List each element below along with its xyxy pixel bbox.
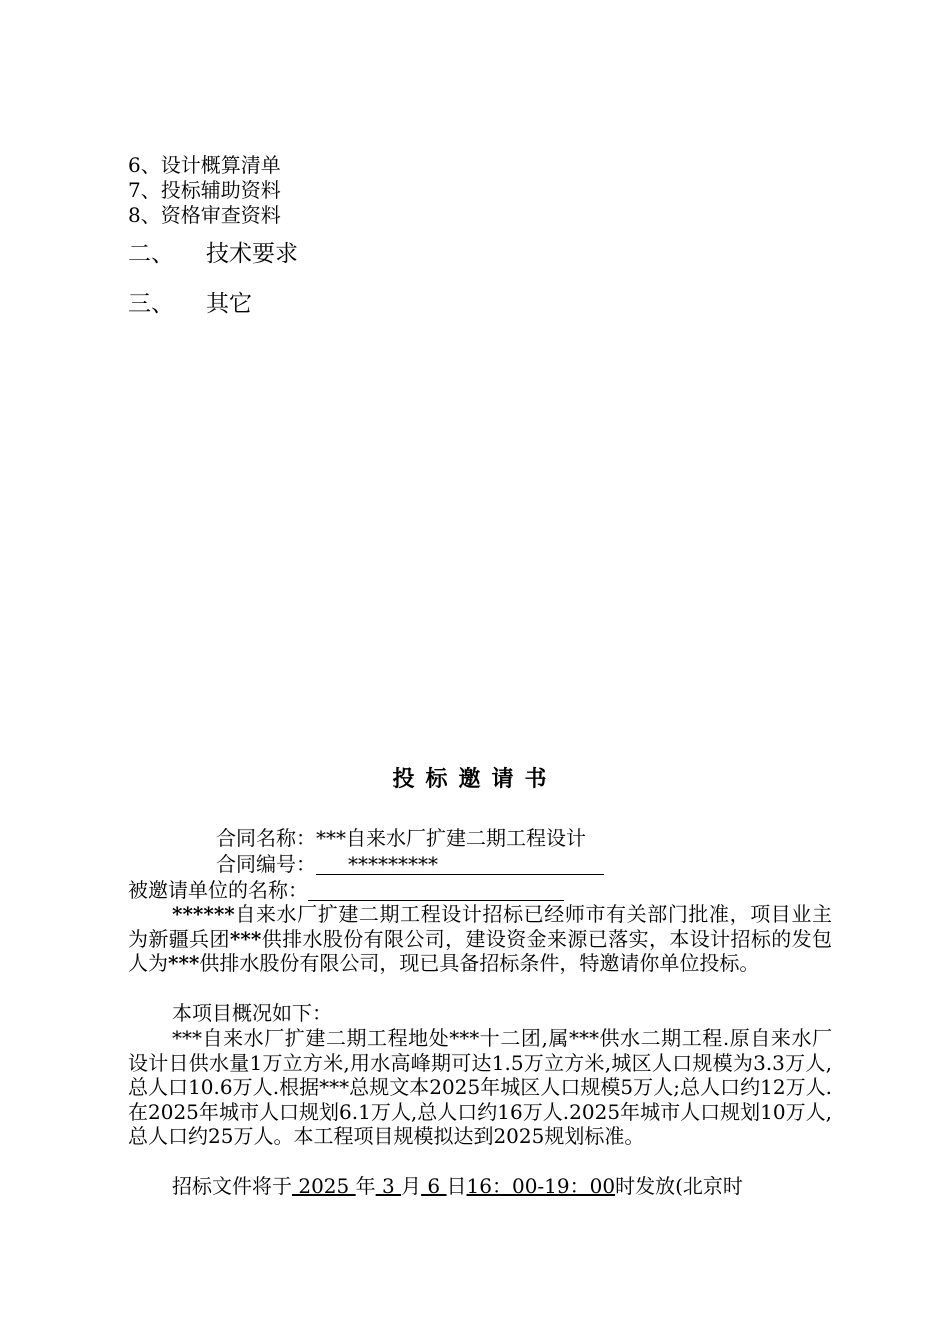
paragraph-tender-issue <box>128 1174 832 1199</box>
contract-number-row <box>216 852 604 876</box>
contract-number-label: 合同编号： <box>216 852 316 876</box>
paragraph-text: 供排水股份有限公司，建设资金来源已落实，本设计招标的发包人为 <box>128 926 833 975</box>
paragraph-intro <box>128 902 832 976</box>
invitee-row <box>128 878 564 902</box>
toc-item-8: 8、资格审查资料 <box>128 203 281 227</box>
paragraph-text: 时发放(北京时 <box>615 1174 743 1198</box>
paragraph-overview-heading: 本项目概况如下： <box>172 1001 332 1025</box>
contract-number-field <box>316 854 604 875</box>
paragraph-project-overview: ***自来水厂扩建二期工程地处***十二团,属***供水二期工程.原自来水厂设计日供水量1万立方米,用水高峰期可达1.5万立方米,城区人口规模为3.3万人,总人口10.6万人.根据***总规文本2025年城区人口规模5万人;总人口约12万人.在2025年城市人口规划6.1万人,总人口约16万人.2025年城市人口规划10万人,总人口约25万人。本工程项目规模拟达到2025规划标准。 <box>128 1026 832 1148</box>
section-label: 技术要求 <box>206 241 298 267</box>
paragraph-text: 供排水股份有限公司，现已具备招标条件，特邀请你单位投标。 <box>199 951 760 975</box>
bold-mask: ****** <box>172 902 235 926</box>
day-unit: 日 <box>446 1174 467 1198</box>
contract-name-value: ***自来水厂扩建二期工程设计 <box>316 826 586 850</box>
invitee-label: 被邀请单位的名称： <box>128 878 308 902</box>
month-unit: 月 <box>401 1174 422 1198</box>
toc-item-7: 7、投标辅助资料 <box>128 178 281 202</box>
contract-number-value: ********* <box>348 852 438 876</box>
invitee-blank-field <box>308 880 564 901</box>
issue-month: 3 <box>375 1174 402 1198</box>
bold-mask: *** <box>168 951 200 975</box>
contract-name-label: 合同名称： <box>216 826 316 850</box>
page-title: 投标邀请书 <box>392 767 558 792</box>
toc-item-6: 6、设计概算清单 <box>128 153 281 177</box>
contract-name-row <box>216 826 586 850</box>
issue-time: 16：00-19：00 <box>466 1174 616 1198</box>
paragraph-text: 招标文件将于 <box>172 1174 292 1198</box>
section-number: 二、 <box>128 241 174 267</box>
paragraph-text: 自来水厂扩建二期工程设计招标已经师市有关部门批准，项目业主为新疆兵团 <box>128 902 832 951</box>
section-label: 其它 <box>206 291 252 317</box>
section-number: 三、 <box>128 291 174 317</box>
bold-mask: *** <box>229 926 262 951</box>
year-unit: 年 <box>355 1174 376 1198</box>
issue-year: 2025 <box>292 1174 356 1198</box>
section-heading-other <box>128 290 252 318</box>
issue-day: 6 <box>421 1174 447 1198</box>
section-heading-technical <box>128 240 298 268</box>
